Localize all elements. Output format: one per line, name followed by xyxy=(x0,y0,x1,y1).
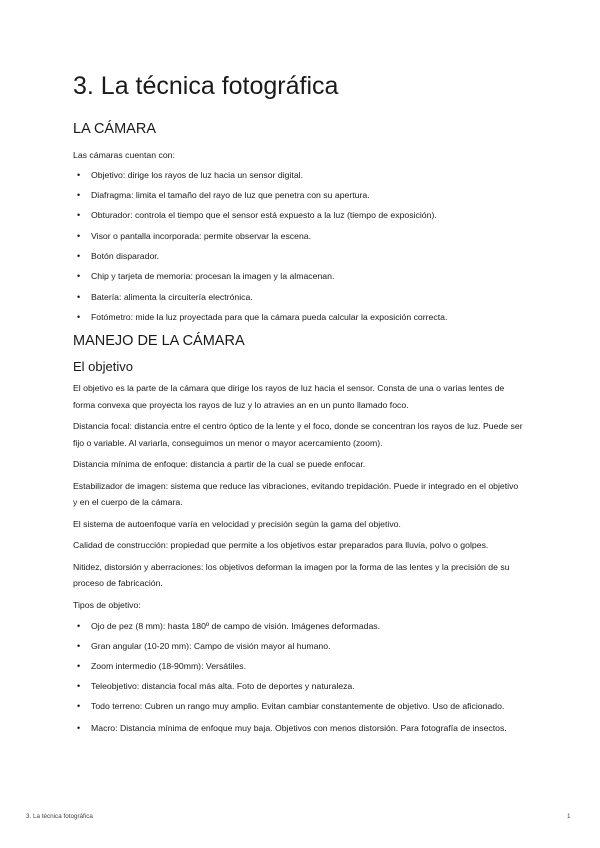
list-item: • Batería: alimenta la circuitería electrónica. xyxy=(73,290,447,304)
list-item: • Macro: Distancia mínima de enfoque muy baja. Objetivos con menos distorsión. Para fotografía de insectos. xyxy=(73,721,523,737)
list-item: • Teleobjetivo: distancia focal más alta. Foto de deportes y naturaleza. xyxy=(73,679,523,693)
paragraph: Nitidez, distorsión y aberraciones: los objetivos deforman la imagen por la forma de las lentes y la precisión de su proceso de fabricación. xyxy=(73,561,510,588)
page-number: 1 xyxy=(567,813,571,820)
list-item: • Ojo de pez (8 mm): hasta 180º de campo de visión. Imágenes deformadas. xyxy=(73,619,523,633)
list-item: • Fotómetro: mide la luz proyectada para que la cámara pueda calcular la exposición correcta. xyxy=(73,310,447,324)
lens-types-list xyxy=(73,619,523,736)
camera-parts-list xyxy=(73,168,447,324)
list-item: • Zoom intermedio (18-90mm): Versátiles. xyxy=(73,659,523,673)
section-manejo xyxy=(73,333,523,736)
footer-title: 3. La técnica fotográfica xyxy=(26,813,93,820)
paragraph: El sistema de autoenfoque varía en velocidad y precisión según la gama del objetivo. xyxy=(73,518,401,529)
paragraph: El objetivo es la parte de la cámara que dirige los rayos de luz hacia el sensor. Consta de una o varias lentes de forma convexa que proyecta los rayos de luz y lo atravies an en un punto llamado foco. xyxy=(73,383,505,410)
paragraph: Estabilizador de imagen: sistema que reduce las vibraciones, evitando trepidación. Puede ir integrado en el objetivo y en el cuerpo de la cámara. xyxy=(73,480,519,507)
page-title: 3. La técnica fotográfica xyxy=(73,72,339,100)
paragraph: Distancia focal: distancia entre el centro óptico de la lente y el foco, donde se concentran los rayos de luz. Puede ser fijo o variable. Al variarla, conseguimos un menor o mayor acercamiento (zoom). xyxy=(73,421,523,448)
section-heading: LA CÁMARA xyxy=(73,121,156,137)
intro-text: Las cámaras cuentan con: xyxy=(73,150,175,160)
list-item: • Diafragma: limita el tamaño del rayo de luz que penetra con su apertura. xyxy=(73,188,447,202)
list-item: • Visor o pantalla incorporada: permite observar la escena. xyxy=(73,229,447,243)
list-item: • Gran angular (10-20 mm): Campo de visión mayor al humano. xyxy=(73,639,523,653)
list-item: • Objetivo: dirige los rayos de luz hacia un sensor digital. xyxy=(73,168,447,182)
paragraph: Tipos de objetivo: xyxy=(73,599,141,610)
list-item: • Obturador: controla el tiempo que el sensor está expuesto a la luz (tiempo de exposición). xyxy=(73,208,447,222)
paragraph: Distancia mínima de enfoque: distancia a partir de la cual se puede enfocar. xyxy=(73,459,366,469)
list-item: • Todo terreno: Cubren un rango muy amplio. Evitan cambiar constantemente de objetivo. Uso de aficionado. xyxy=(73,699,523,715)
subsection-heading: El objetivo xyxy=(73,359,133,374)
list-item: • Chip y tarjeta de memoria: procesan la imagen y la almacenan. xyxy=(73,269,447,283)
list-item: • Botón disparador. xyxy=(73,249,447,263)
section-heading: MANEJO DE LA CÁMARA xyxy=(73,333,245,349)
paragraph: Calidad de construcción: propiedad que permite a los objetivos estar preparados para lluvia, polvo o golpes. xyxy=(73,540,489,550)
section-la-camara xyxy=(73,121,447,324)
